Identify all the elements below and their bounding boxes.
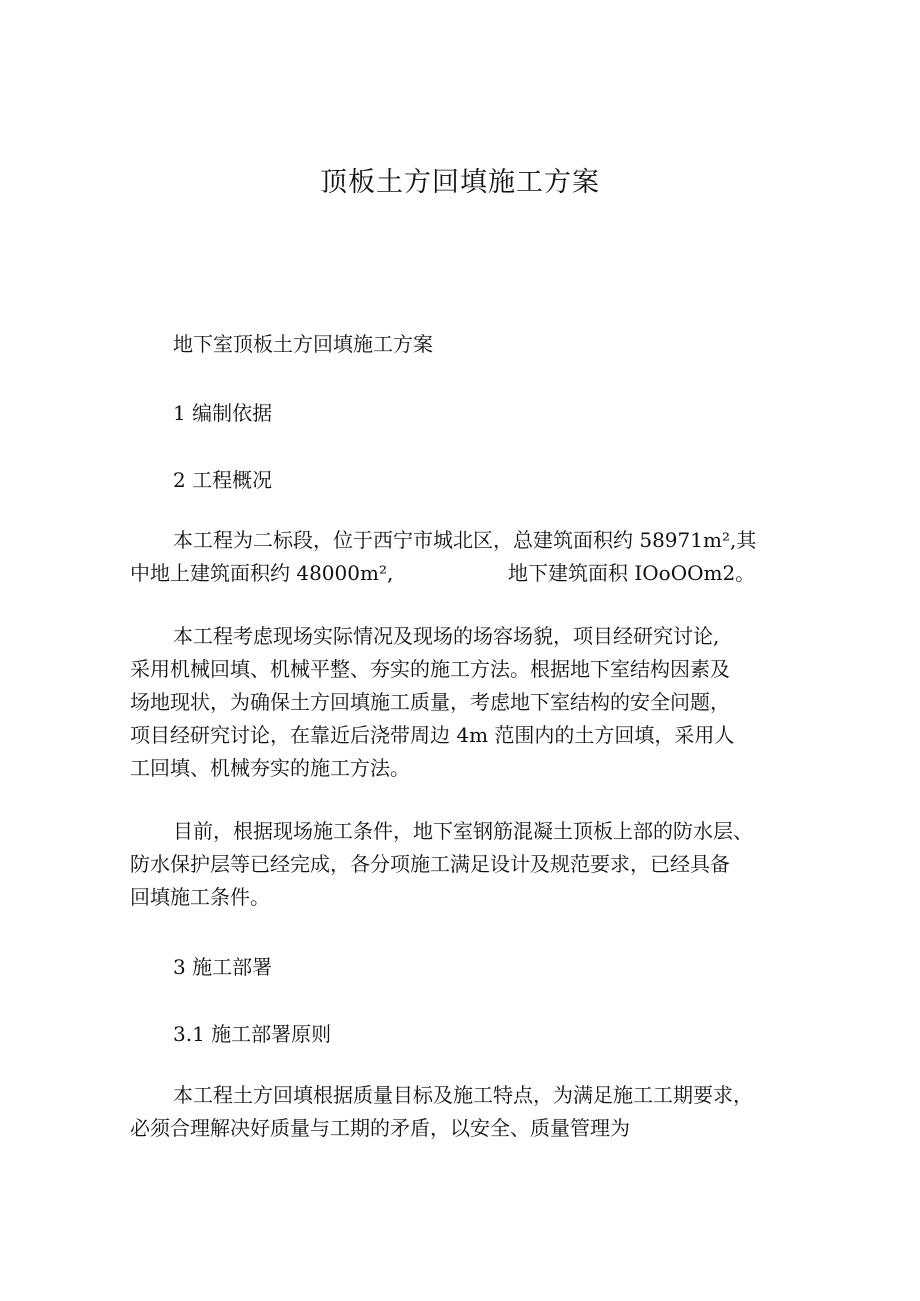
paragraph-3-line-2: 防水保护层等已经完成，各分项施工满足设计及规范要求，已经具备 [130,852,730,876]
heading-1: 1 编制依据 [173,401,273,425]
heading-2: 2 工程概况 [173,468,273,492]
paragraph-1-line-2b: 地下建筑面积 IOoOOm2。 [508,561,756,585]
paragraph-2-line-1: 本工程考虑现场实际情况及现场的场容场貌，项目经研究讨论, [173,624,720,648]
paragraph-2-line-5: 工回填、机械夯实的施工方法。 [130,756,410,780]
paragraph-2-line-3: 场地现状，为确保土方回填施工质量，考虑地下室结构的安全问题， [130,690,730,714]
paragraph-3-line-1: 目前，根据现场施工条件，地下室钢筋混凝土顶板上部的防水层、 [173,819,753,843]
paragraph-2-line-4: 项目经研究讨论，在靠近后浇带周边 4m 范围内的土方回填，采用人 [130,723,735,747]
paragraph-4-line-1: 本工程土方回填根据质量目标及施工特点，为满足施工工期要求， [173,1083,753,1107]
paragraph-2-line-2: 采用机械回填、机械平整、夯实的施工方法。根据地下室结构因素及 [130,657,730,681]
paragraph-4-line-2: 必须合理解决好质量与工期的矛盾，以安全、质量管理为 [130,1116,630,1140]
heading-3-1: 3.1 施工部署原则 [173,1022,332,1046]
paragraph-1-line-1: 本工程为二标段，位于西宁市城北区，总建筑面积约 58971m²,其 [173,528,757,552]
heading-3: 3 施工部署 [173,955,273,979]
document-subtitle: 地下室顶板土方回填施工方案 [173,332,433,356]
paragraph-1-line-2a: 中地上建筑面积约 48000m², [130,561,394,585]
paragraph-3-line-3: 回填施工条件。 [130,885,270,909]
document-title: 顶板土方回填施工方案 [320,167,600,198]
